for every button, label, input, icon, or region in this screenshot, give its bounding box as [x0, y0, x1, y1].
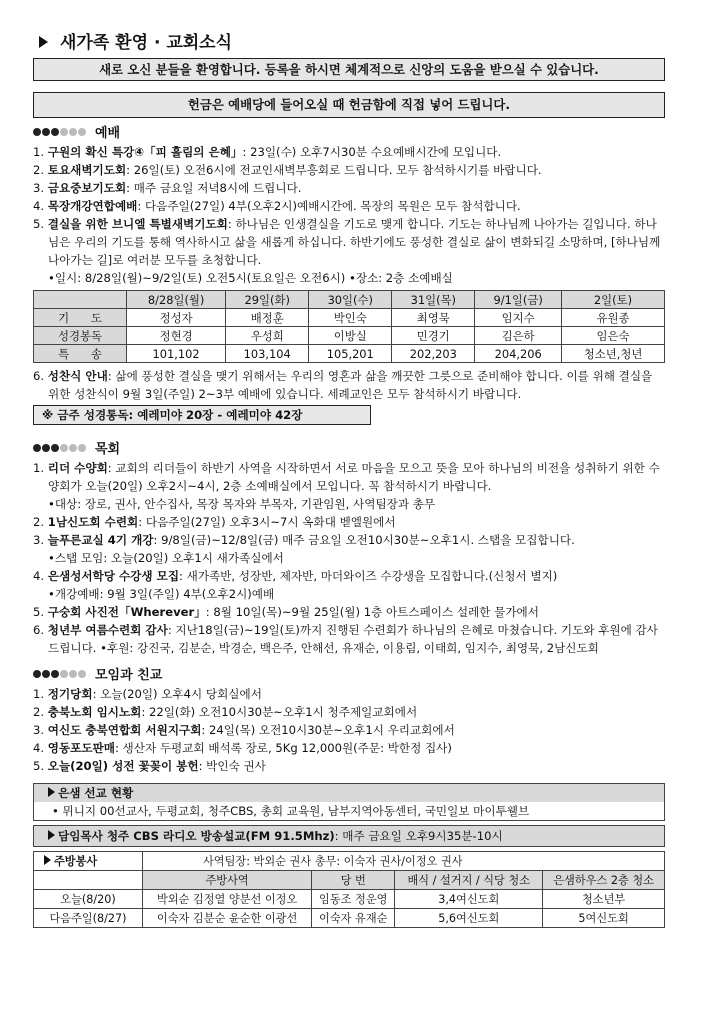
page-title: 새가족 환영 · 교회소식 — [33, 32, 665, 54]
list-item-sub: •개강예배: 9월 3일(주일) 4부(오후2시)예배 — [48, 587, 275, 601]
table-row: 특 송 101,102 103,104 105,201 202,203 204,206 청소년,청년 — [34, 345, 665, 363]
table-cell: 이숙자 유재순 — [312, 909, 395, 928]
table-cell: 이숙자 김분순 윤순한 이광선 — [143, 909, 312, 928]
table-cell: 정성자 — [127, 309, 226, 327]
list-item: 5. 오늘(20일) 성전 꽃꽂이 봉헌: 박인숙 권사 — [33, 759, 266, 773]
table-header: 배식 / 설거지 / 식당 청소 — [395, 871, 543, 890]
schedule-date: 31일(목) — [392, 291, 475, 309]
list-item-sub: •스탭 모임: 오늘(20일) 오후1시 새가족실에서 — [48, 551, 284, 565]
schedule-date: 30일(수) — [309, 291, 392, 309]
table-cell: 105,201 — [309, 345, 392, 363]
mission-box — [33, 783, 665, 821]
triangle-bullet-icon — [39, 36, 48, 48]
service-leaders: 사역팀장: 박외순 권사 총무: 이숙자 권사/이정오 권사 — [143, 852, 665, 871]
table-cell: 5,6여신도회 — [395, 909, 543, 928]
table-cell: 5여신도회 — [543, 909, 665, 928]
table-cell: 박인숙 — [309, 309, 392, 327]
table-cell: 임동조 정운영 — [312, 890, 395, 909]
list-item: 1. 정기당회: 오늘(20일) 오후4시 당회실에서 — [33, 687, 262, 701]
section-heading-fellowship: 목회 — [33, 439, 665, 459]
list-item: 6. 청년부 여름수련회 감사: 지난18일(금)~19일(토)까지 진행된 수련회가 하나님의 은혜로 마쳤습니다. 기도와 후원에 감사드립니다. •후원: 강진국, 김분순, 박경순, 백은주, 안해선, 유재순, 이용림, 이태희, 임지수, 최영묵, 2남신도회 — [33, 623, 658, 655]
kitchen-service-table — [33, 851, 665, 928]
radio-broadcast: 담임목사 청주 CBS 라디오 방송설교(FM 91.5Mhz): 매주 금요일 오후9시35분-10시 — [33, 825, 665, 847]
list-item: 1. 리더 수양회: 교회의 리더들이 하반기 사역을 시작하면서 서로 마음을 모으고 뜻을 모아 하나님의 비전을 성취하기 위한 수양회가 오늘(20일) 오후2시~4시, 2층 소예배실에서 모입니다. 꼭 참석하시기 바랍니다. — [33, 461, 660, 493]
table-cell: 이방실 — [309, 327, 392, 345]
table-cell: 민경기 — [392, 327, 475, 345]
bulletin-page — [0, 32, 701, 1023]
list-item: 4. 영동포도판매: 생산자 두평교회 배석록 장로, 5Kg 12,000원(주문: 박한정 집사) — [33, 741, 452, 755]
schedule-date: 2일(토) — [562, 291, 665, 309]
service-title: 주방봉사 — [34, 852, 143, 871]
table-row: 성경봉독 정현경 우성희 이방실 민경기 김은하 임은숙 — [34, 327, 665, 345]
schedule-date: 8/28일(월) — [127, 291, 226, 309]
table-row — [34, 909, 665, 928]
table-cell: 다음주일(8/27) — [34, 909, 143, 928]
prayer-schedule-table — [33, 290, 665, 363]
fellowship-list — [33, 459, 665, 657]
table-cell: 임은숙 — [562, 327, 665, 345]
list-item: 2. 1남신도회 수련회: 다음주일(27일) 오후3시~7시 옥화대 벧엘원에서 — [33, 515, 396, 529]
list-item-sub: •대상: 장로, 권사, 안수집사, 목장 목자와 부목자, 기관임원, 사역팀장과 총무 — [48, 497, 436, 511]
list-item: 6. 성찬식 안내: 삶에 풍성한 결실을 맺기 위해서는 우리의 영혼과 삶을 깨끗한 그릇으로 준비해야 합니다. 이를 위해 결실을 위한 성찬식이 9월 3일(주일) 2~3부 예배에 있습니다. 세례교인은 모두 참석하시기 바랍니다. — [33, 369, 653, 401]
table-cell: 임지수 — [475, 309, 562, 327]
table-cell: 청소년,청년 — [562, 345, 665, 363]
table-row — [34, 890, 665, 909]
schedule-date: 9/1일(금) — [475, 291, 562, 309]
table-cell: 오늘(8/20) — [34, 890, 143, 909]
dots-icon — [33, 665, 87, 685]
triangle-bullet-icon — [48, 787, 55, 797]
table-cell: 청소년부 — [543, 890, 665, 909]
table-cell: 유원종 — [562, 309, 665, 327]
table-cell: 배정훈 — [226, 309, 309, 327]
table-cell: 박외순 김정열 양분선 이정오 — [143, 890, 312, 909]
list-item: 5. 결실을 위한 브니엘 특별새벽기도회: 하나님은 인생결실을 기도로 맺게 합니다. 기도는 하나님께 나아가는 길입니다. 하나님은 우리의 기도를 통해 역사하시고 삶을 새롭게 하십니다. 하반기에도 풍성한 결실로 삶이 변화되길 소망하며, [하나님께 나아가는 길]로 여러분 모두를 초청합니다. — [33, 217, 661, 267]
section-heading-worship: 예배 — [33, 123, 665, 143]
table-header: 은샘하우스 2층 청소 — [543, 871, 665, 890]
table-cell: 최영묵 — [392, 309, 475, 327]
table-cell: 204,206 — [475, 345, 562, 363]
list-item: 3. 늘푸른교실 4기 개강: 9/8일(금)~12/8일(금) 매주 금요일 오전10시30분~오후1시. 스탭을 모집합니다. — [33, 533, 575, 547]
worship-list — [33, 143, 665, 269]
table-header: 주방사역 — [143, 871, 312, 890]
list-item: 4. 목장개강연합예배: 다음주일(27일) 4부(오후2시)예배시간에. 목장의 목원은 모두 참석합니다. — [33, 199, 521, 213]
table-header: 당 번 — [312, 871, 395, 890]
triangle-bullet-icon — [44, 855, 51, 865]
list-item: 2. 토요새벽기도회: 26일(토) 오전6시에 전교인새벽부흥회로 드립니다. 모두 참석하시기를 바랍니다. — [33, 163, 542, 177]
triangle-bullet-icon — [48, 830, 55, 840]
bible-reading: ※ 금주 성경통독: 예레미야 20장 - 예레미야 42장 — [33, 405, 371, 425]
schedule-date: 29일(화) — [226, 291, 309, 309]
table-cell: 정현경 — [127, 327, 226, 345]
table-cell: 3,4여신도회 — [395, 890, 543, 909]
list-item: 5. 구숭회 사진전「Wherever」: 8월 10일(목)~9월 25일(월) 1층 아트스페이스 설레한 물가에서 — [33, 605, 539, 619]
table-cell: 김은하 — [475, 327, 562, 345]
list-item: 2. 충북노회 임시노회: 22일(화) 오전10시30분~오후1시 청주제일교회에서 — [33, 705, 418, 719]
table-cell: 202,203 — [392, 345, 475, 363]
table-cell: 101,102 — [127, 345, 226, 363]
offering-notice: 헌금은 예배당에 들어오실 때 헌금함에 직접 넣어 드립니다. — [33, 92, 665, 118]
dots-icon — [33, 123, 87, 143]
welcome-notice: 새로 오신 분들을 환영합니다. 등록을 하시면 체계적으로 신앙의 도움을 받으실 수 있습니다. — [33, 58, 665, 81]
table-cell: 우성희 — [226, 327, 309, 345]
section-heading-gatherings: 모임과 친교 — [33, 665, 665, 685]
list-item: 3. 금요중보기도회: 매주 금요일 저녁8시에 드립니다. — [33, 181, 302, 195]
list-item: 1. 구원의 확신 특강④「피 흘림의 은혜」: 23일(수) 오후7시30분 수요예배시간에 모입니다. — [33, 145, 502, 159]
list-item: 3. 여신도 충북연합회 서원지구회: 24일(목) 오전10시30분~오후1시 우리교회에서 — [33, 723, 455, 737]
mission-title: 은샘 선교 현황 — [34, 784, 664, 802]
dots-icon — [33, 439, 87, 459]
table-cell: 103,104 — [226, 345, 309, 363]
item5-sub: •일시: 8/28일(월)~9/2일(토) 오전5시(토요일은 오전6시) •장소: 2층 소예배실 — [48, 271, 453, 285]
mission-body: • 뮈니지 00선교사, 두평교회, 청주CBS, 총회 교육원, 남부지역아동센터, 국민일보 마이투웰브 — [52, 804, 530, 818]
list-item: 4. 은샘성서학당 수강생 모집: 새가족반, 성장반, 제자반, 마더와이즈 수강생을 모집합니다.(신청서 별지) — [33, 569, 558, 583]
table-row: 기 도 정성자 배정훈 박인숙 최영묵 임지수 유원종 — [34, 309, 665, 327]
gatherings-list — [33, 685, 665, 775]
